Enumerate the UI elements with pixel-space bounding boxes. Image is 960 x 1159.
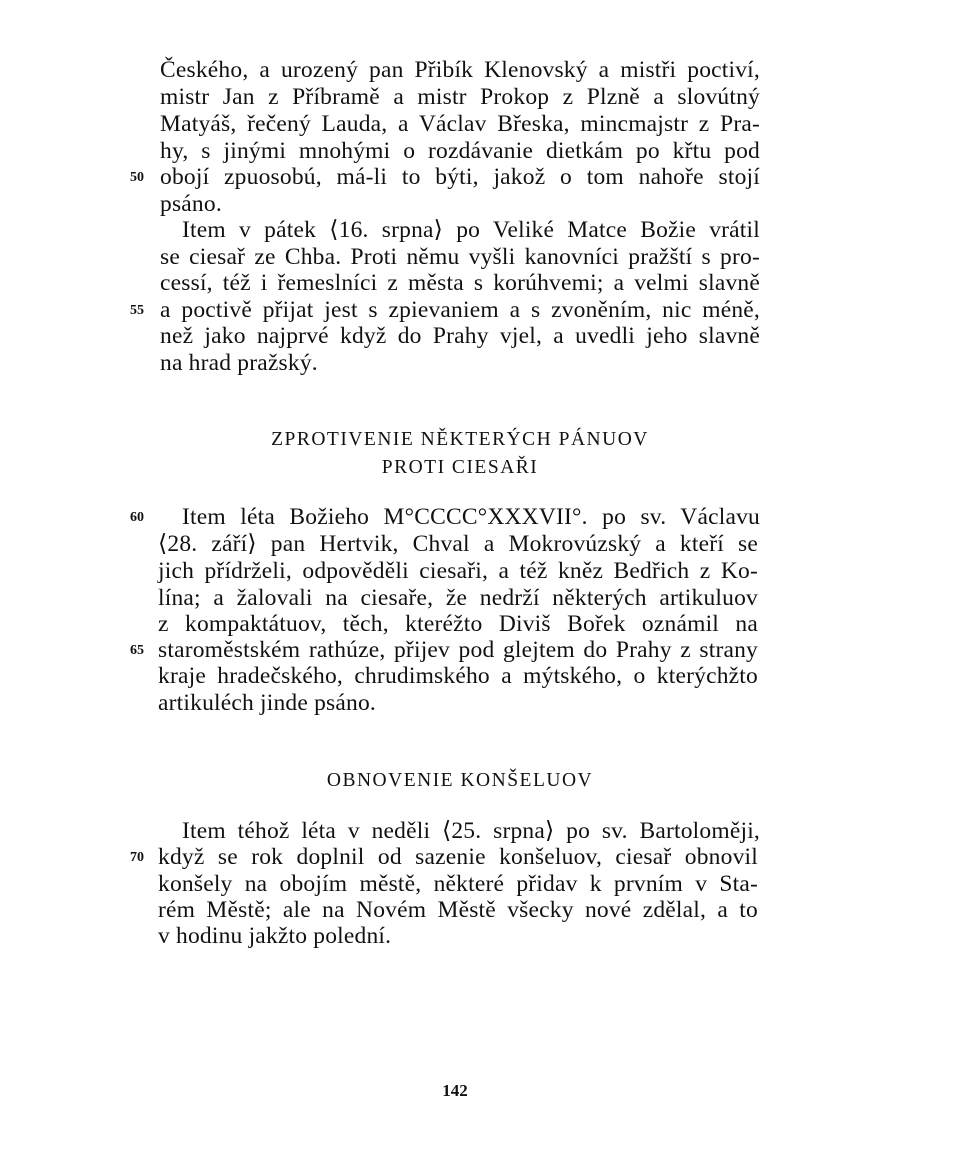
text-line: staroměstském rathúze, přijev pod glejtem do Prahy z strany bbox=[158, 637, 758, 663]
text-line: než jako najprvé když do Prahy vjel, a uvedli jeho slavně bbox=[160, 323, 760, 349]
line-number-65: 65 bbox=[130, 643, 144, 658]
section-heading: OBNOVENIE KONŠELUOV bbox=[326, 770, 594, 791]
text-line: cessí, též i řemeslníci z města s korúhvemi; a velmi slavně bbox=[160, 270, 760, 296]
text-line: se ciesař ze Chba. Proti němu vyšli kanovníci pražští s pro- bbox=[160, 244, 760, 270]
text-line: jich přídrželi, odpověděli ciesaři, a též kněz Bedřich z Ko- bbox=[158, 558, 758, 584]
line-number-60: 60 bbox=[130, 510, 144, 525]
text-line: v hodinu jakžto polední. bbox=[158, 923, 392, 949]
text-line: když se rok doplnil od sazenie konšeluov, ciesař obnovil bbox=[158, 844, 758, 870]
text-line: konšely na obojím městě, některé přidav k prvním v Sta- bbox=[158, 871, 758, 897]
text-line: rém Městě; ale na Novém Městě všecky nové zdělal, a to bbox=[158, 897, 758, 923]
text-line: Českého, a urozený pan Přibík Klenovský a mistři poctiví, bbox=[160, 57, 760, 83]
text-line: artikuléch jinde psáno. bbox=[158, 690, 376, 716]
text-line: Matyáš, řečený Lauda, a Václav Břeska, mincmajstr z Pra- bbox=[160, 111, 760, 137]
text-line: z kompaktátuov, těch, kteréžto Diviš Bořek oznámil na bbox=[158, 611, 758, 637]
text-line: na hrad pražský. bbox=[160, 350, 318, 376]
text-line: mistr Jan z Příbramě a mistr Prokop z Plzně a slovútný bbox=[160, 84, 760, 110]
text-line: Item v pátek ⟨16. srpna⟩ po Veliké Matce Božie vrátil bbox=[182, 217, 760, 243]
text-line: ⟨28. září⟩ pan Hertvik, Chval a Mokrovúzský a kteří se bbox=[158, 531, 758, 557]
text-line: hy, s jinými mnohými o rozdávanie dietkám po křtu pod bbox=[160, 138, 760, 164]
text-line: a poctivě přijat jest s zpievaniem a s zvoněním, nic méně, bbox=[160, 297, 760, 323]
page-number: 142 bbox=[442, 1081, 468, 1100]
text-line: obojí zpuosobú, má-li to býti, jakož o tom nahoře stojí bbox=[160, 164, 760, 190]
text-line: kraje hradečského, chrudimského a mýtského, o kterýchžto bbox=[158, 663, 758, 689]
text-line: Item léta Božieho M°CCCC°XXXVII°. po sv. Václavu bbox=[182, 504, 760, 530]
line-number-50: 50 bbox=[130, 170, 144, 185]
text-line: Item téhož léta v neděli ⟨25. srpna⟩ po sv. Bartoloměji, bbox=[182, 818, 760, 844]
section-heading: PROTI CIESAŘI bbox=[381, 457, 539, 478]
line-number-55: 55 bbox=[130, 303, 144, 318]
section-heading: ZPROTIVENIE NĚKTERÝCH PÁNUOV bbox=[271, 429, 649, 450]
text-line: psáno. bbox=[160, 191, 222, 217]
text-line: lína; a žalovali na ciesaře, že nedrží některých artikuluov bbox=[158, 585, 758, 611]
line-number-70: 70 bbox=[130, 850, 144, 865]
